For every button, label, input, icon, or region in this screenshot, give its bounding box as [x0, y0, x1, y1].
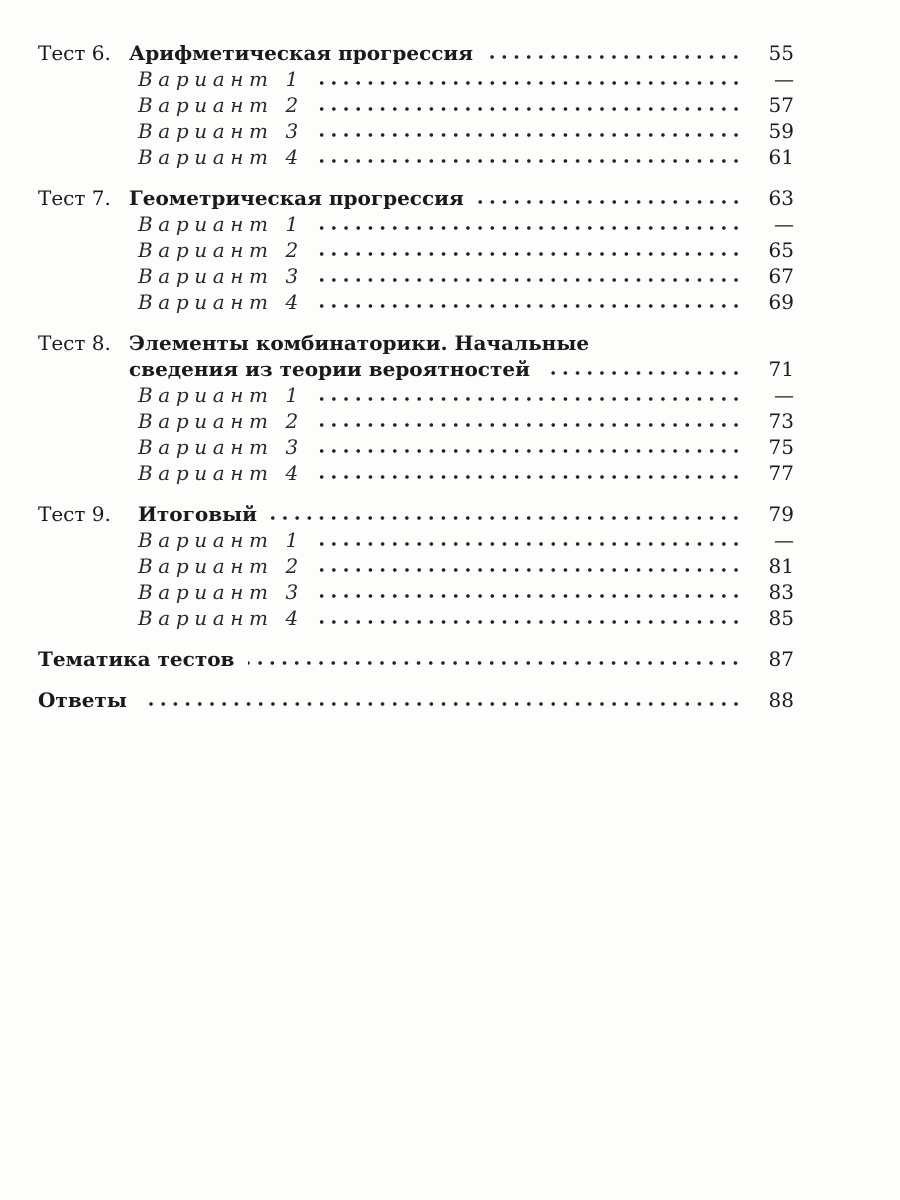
variant-page: —: [774, 383, 794, 407]
variant-page: 75: [768, 435, 794, 459]
toc-variant: [38, 289, 794, 315]
toc-variant: [38, 211, 794, 237]
dot-leader: [544, 370, 742, 376]
dot-leader: [318, 158, 742, 164]
section-number: Тест 6.: [38, 41, 111, 65]
toc-section-test-8: [38, 330, 794, 356]
variant-label: Вариант 2: [138, 554, 304, 578]
dot-leader: [318, 277, 742, 283]
toc-entry-topics: [38, 646, 794, 672]
toc-variant: [38, 237, 794, 263]
variant-page: 85: [768, 606, 794, 630]
variant-label: Вариант 3: [138, 435, 304, 459]
variant-page: —: [774, 528, 794, 552]
toc-section-test-9: [38, 501, 794, 527]
dot-leader: [141, 701, 742, 707]
toc-variant: [38, 118, 794, 144]
dot-leader: [318, 541, 742, 547]
variant-page: 77: [768, 461, 794, 485]
variant-page: 69: [768, 290, 794, 314]
toc-variant: [38, 460, 794, 486]
variant-label: Вариант 3: [138, 580, 304, 604]
dot-leader: [318, 396, 742, 402]
variant-page: 59: [768, 119, 794, 143]
section-title: Геометрическая прогрессия: [129, 186, 464, 210]
dot-leader: [318, 80, 742, 86]
toc-variant: [38, 579, 794, 605]
variant-label: Вариант 1: [138, 212, 304, 236]
dot-leader: [318, 448, 742, 454]
dot-leader: [487, 54, 742, 60]
dot-leader: [318, 593, 742, 599]
variant-page: —: [774, 212, 794, 236]
dot-leader: [318, 474, 742, 480]
variant-label: Вариант 1: [138, 528, 304, 552]
variant-label: Вариант 2: [138, 238, 304, 262]
toc-variant: [38, 434, 794, 460]
section-title-line1: Элементы комбинаторики. Начальные: [129, 331, 590, 355]
variant-label: Вариант 4: [138, 461, 304, 485]
dot-leader: [318, 225, 742, 231]
variant-label: Вариант 3: [138, 264, 304, 288]
variant-label: Вариант 3: [138, 119, 304, 143]
entry-title: Тематика тестов: [38, 647, 235, 671]
entry-title: Ответы: [38, 688, 127, 712]
toc-variant: [38, 144, 794, 170]
variant-page: —: [774, 67, 794, 91]
variant-page: 61: [768, 145, 794, 169]
toc-section-test-7: [38, 185, 794, 211]
dot-leader: [318, 567, 742, 573]
section-title-line2: сведения из теории вероятностей: [129, 357, 530, 381]
dot-leader: [318, 619, 742, 625]
entry-page: 88: [768, 688, 794, 712]
table-of-contents: [38, 40, 794, 713]
variant-page: 65: [768, 238, 794, 262]
variant-label: Вариант 4: [138, 606, 304, 630]
toc-variant: [38, 408, 794, 434]
dot-leader: [318, 422, 742, 428]
variant-label: Вариант 2: [138, 409, 304, 433]
dot-leader: [318, 106, 742, 112]
variant-label: Вариант 1: [138, 383, 304, 407]
variant-label: Вариант 2: [138, 93, 304, 117]
dot-leader: [478, 199, 742, 205]
dot-leader: [318, 251, 742, 257]
toc-section-test-8-cont: [38, 356, 794, 382]
toc-entry-answers: [38, 687, 794, 713]
toc-variant: [38, 553, 794, 579]
variant-label: Вариант 4: [138, 290, 304, 314]
toc-variant: [38, 263, 794, 289]
dot-leader: [318, 132, 742, 138]
variant-label: Вариант 4: [138, 145, 304, 169]
variant-page: 73: [768, 409, 794, 433]
variant-page: 67: [768, 264, 794, 288]
dot-leader: [248, 660, 742, 666]
toc-variant: [38, 382, 794, 408]
dot-leader: [318, 303, 742, 309]
toc-variant: [38, 66, 794, 92]
entry-page: 87: [768, 647, 794, 671]
section-number: Тест 9.: [38, 502, 111, 526]
toc-variant: [38, 605, 794, 631]
section-title: Итоговый: [138, 502, 258, 526]
section-number: Тест 7.: [38, 186, 111, 210]
section-page: 71: [768, 357, 794, 381]
variant-page: 57: [768, 93, 794, 117]
section-page: 79: [768, 502, 794, 526]
section-title: Арифметическая прогрессия: [129, 41, 474, 65]
section-number: Тест 8.: [38, 331, 111, 355]
toc-variant: [38, 527, 794, 553]
toc-section-test-6: [38, 40, 794, 66]
section-page: 63: [768, 186, 794, 210]
dot-leader: [271, 515, 742, 521]
variant-label: Вариант 1: [138, 67, 304, 91]
toc-variant: [38, 92, 794, 118]
section-page: 55: [768, 41, 794, 65]
variant-page: 83: [768, 580, 794, 604]
variant-page: 81: [768, 554, 794, 578]
